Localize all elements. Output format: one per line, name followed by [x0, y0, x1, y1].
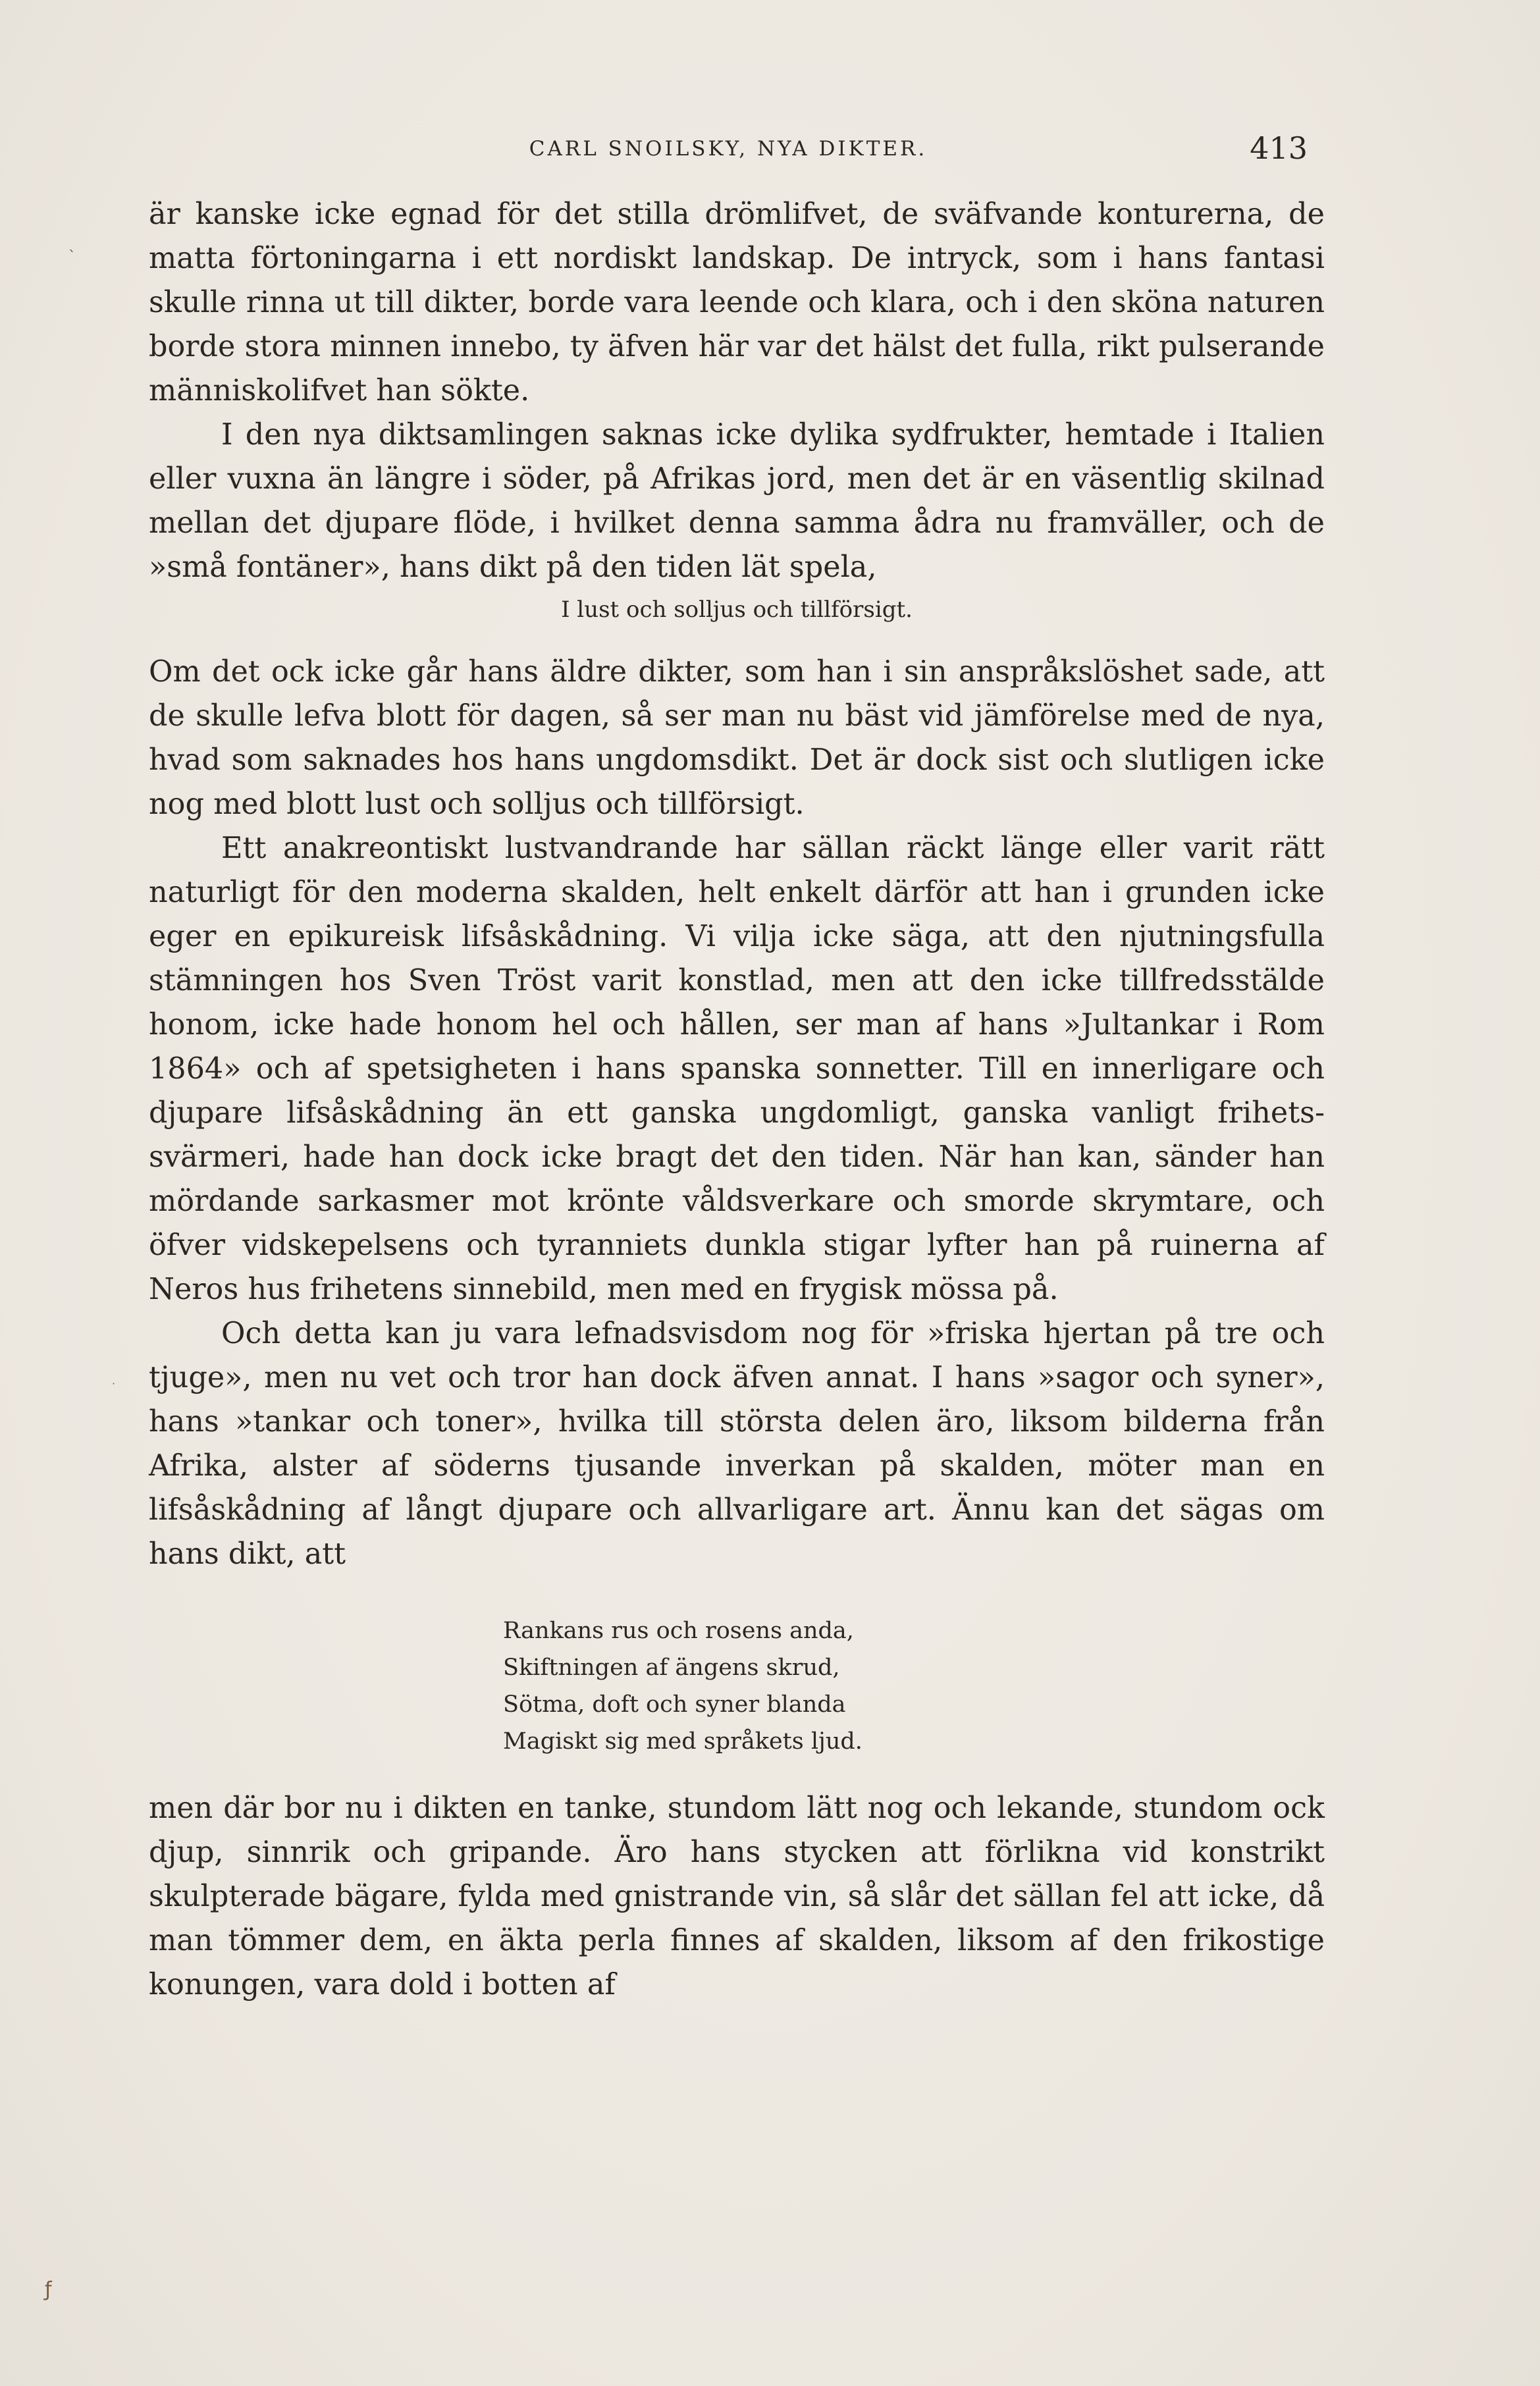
paragraph-6: men där bor nu i dikten en tanke, stundom lätt nog och lekande, stundom ock djup, sinnrik och gripande. Äro hans stycken att förlikna vid konstrikt skulpterade bägare, fylda med gnistrande vin, så slår det sällan fel att icke, då man tömmer dem, en äkta perla finnes af skalden, liksom af den frikostige konungen, vara dold i botten af	[149, 1791, 1325, 2002]
page-header	[149, 130, 1308, 170]
verse-block	[503, 1612, 1325, 1760]
verse-line-1: Rankans rus och rosens anda,	[503, 1618, 854, 1644]
paragraph-1: är kanske icke egnad för det stilla drömlifvet, de sväfvande konturerna, de matta förtoningarna i ett nordiskt landskap. De intryck, som i hans fantasi skulle rinna ut till dikter, borde vara leende och klara, och i den sköna naturen borde stora minnen innebo, ty äfven här var det hälst det fulla, rikt pulserande människolifvet han sökte.	[149, 198, 1325, 408]
verse-line-4: Magiskt sig med språkets ljud.	[503, 1728, 863, 1755]
paragraph-4: Ett anakreontiskt lustvandrande har sällan räckt länge eller varit rätt naturligt för den moderna skalden, helt enkelt därför att han i grunden icke eger en epikureisk lifsåskådning. Vi vilja icke säga, att den njutningsfulla stämningen hos Sven Tröst varit konstlad, men att den icke tillfredsstälde honom, icke hade honom hel och hållen, ser man af hans »Jultankar i Rom 1864» och af spetsigheten i hans spanska sonnetter. Till en innerligare och djupare lifsåskådning än ett ganska ungdomligt, ganska vanligt frihets-svärmeri, hade han dock icke bragt det den tiden. När han kan, sänder han mördande sarkasmer mot krönte våldsverkare och smorde skrymtare, och öfver vidskepelsens och tyranniets dunkla stigar lyfter han på ruinerna af Neros hus frihetens sinnebild, men med en frygisk mössa på.	[149, 832, 1325, 1306]
quoted-line: I lust och solljus och tillförsigt.	[561, 596, 913, 623]
paper-speck: ˋ	[68, 249, 76, 265]
body-text	[149, 192, 1325, 2007]
page-number: 413	[1250, 130, 1308, 166]
ink-mark: ƒ	[45, 2278, 52, 2301]
paragraph-5: Och detta kan ju vara lefnadsvisdom nog för »friska hjertan på tre och tjuge», men nu vet och tror han dock äfven annat. I hans »sagor och syner», hans »tankar och toner», hvilka till största delen äro, liksom bilderna från Afrika, alster af söderns tjusande inverkan på skalden, möter man en lifsåskådning af långt djupare och allvarligare art. Ännu kan det sägas om hans dikt, att	[149, 1317, 1325, 1571]
paragraph-3: Om det ock icke går hans äldre dikter, som han i sin anspråkslöshet sade, att de skulle lefva blott för dagen, så ser man nu bäst vid jämförelse med de nya, hvad som saknades hos hans ungdomsdikt. Det är dock sist och slutligen icke nog med blott lust och solljus och tillförsigt.	[149, 655, 1325, 821]
running-head: CARL SNOILSKY, NYA DIKTER.	[529, 137, 928, 161]
paper-speck: ·	[112, 1377, 116, 1390]
verse-line-3: Sötma, doft och syner blanda	[503, 1691, 846, 1718]
paragraph-2: I den nya diktsamlingen saknas icke dylika sydfrukter, hemtade i Italien eller vuxna än längre i söder, på Afrikas jord, men det är en väsentlig skilnad mellan det djupare flöde, i hvilket denna samma ådra nu framväller, och de »små fontäner», hans dikt på den tiden lät spela,	[149, 418, 1325, 584]
verse-line-2: Skiftningen af ängens skrud,	[503, 1655, 840, 1681]
